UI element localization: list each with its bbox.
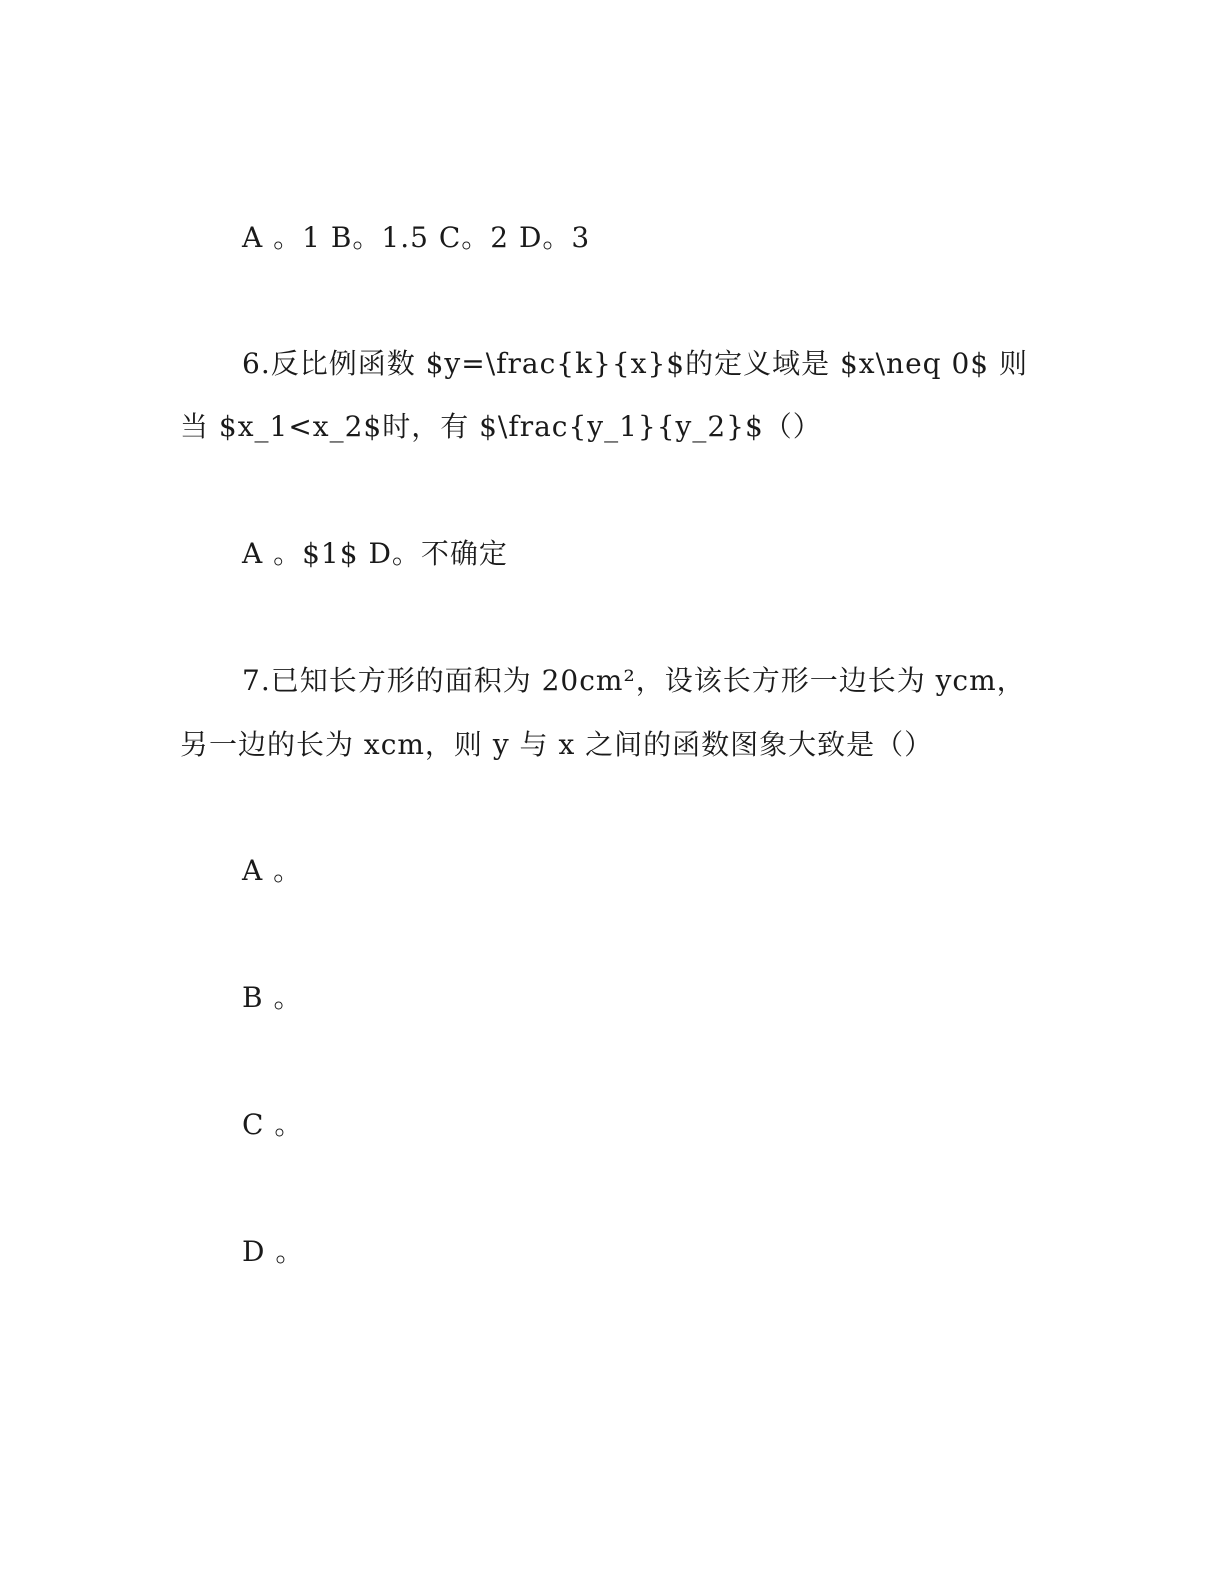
q7-question-line2: 另一边的长为 xcm，则 y 与 x 之间的函数图象大致是（） xyxy=(180,728,934,761)
q7-option-c: C 。 xyxy=(242,1108,304,1141)
q5-options: A 。1 B。1.5 C。2 D。3 xyxy=(242,221,591,254)
q7-option-a: A 。 xyxy=(242,854,303,887)
q7-option-d: D 。 xyxy=(242,1235,305,1268)
q7-option-b: B 。 xyxy=(242,981,303,1014)
q6-question-line1: 6.反比例函数 $y=\frac{k}{x}$的定义域是 $x\neq 0$ 则 xyxy=(242,347,1028,380)
q6-question-line2: 当 $x_1<x_2$时，有 $\frac{y_1}{y_2}$（） xyxy=(180,410,822,443)
q6-options: A 。$1$ D。不确定 xyxy=(242,537,508,570)
q7-question-line1: 7.已知长方形的面积为 20cm²，设该长方形一边长为 ycm， xyxy=(242,664,1026,697)
